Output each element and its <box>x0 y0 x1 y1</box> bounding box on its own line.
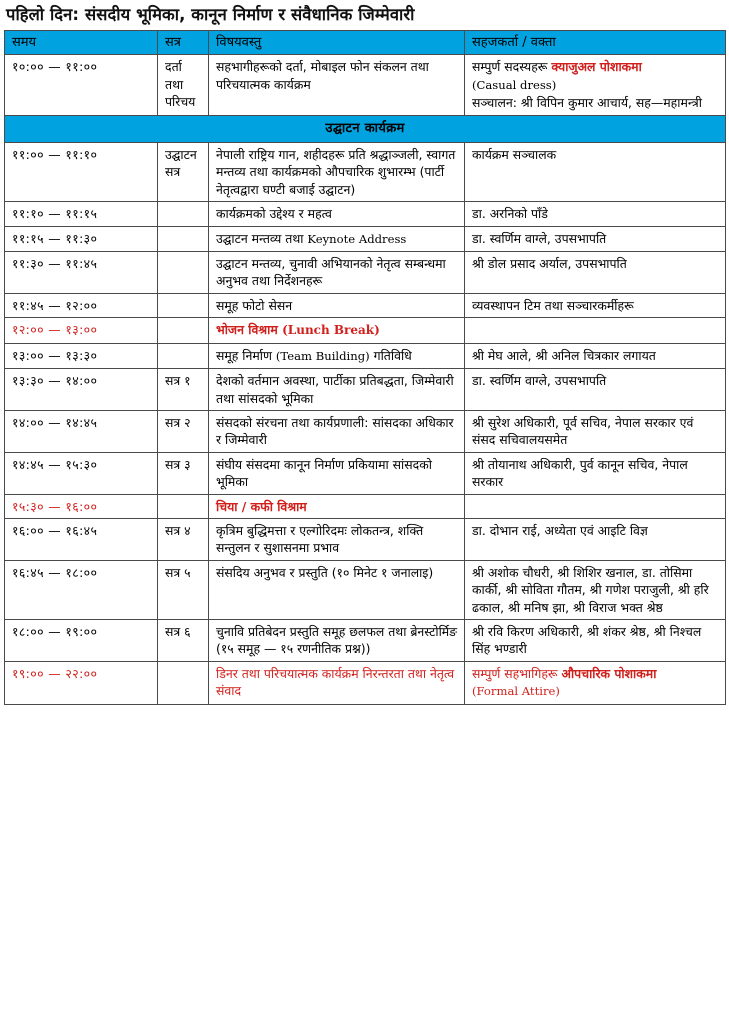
cell-topic: नेपाली राष्ट्रिय गान, शहीदहरू प्रति श्रद्धाञ्जली, स्वागत मन्तव्य तथा कार्यक्रमको औपचारिक शुभारम्भ (पार्टी नेतृत्वद्वारा घण्टी बजाई उद्घाटन) <box>209 143 465 202</box>
cell-topic <box>209 343 465 368</box>
cell-facilitator <box>465 55 726 115</box>
cell-topic: उद्घाटन मन्तव्य, चुनावी अभियानको नेतृत्व सम्बन्धमा अनुभव तथा निर्देशनहरू <box>209 252 465 294</box>
break-row-tea <box>5 494 726 518</box>
header-row <box>5 31 726 55</box>
cell-topic: कार्यक्रमको उद्देश्य र महत्व <box>209 202 465 226</box>
table-row <box>5 410 726 452</box>
dress-code-latin: (Formal Attire) <box>472 684 560 699</box>
cell-facilitator: श्री सुरेश अधिकारी, पूर्व सचिव, नेपाल सरकार एवं संसद सचिवालयसमेत <box>465 410 726 452</box>
cell-time: १५:३० — १६:०० <box>5 494 158 518</box>
break-row-dinner <box>5 661 726 704</box>
topic-latin: (Team Building) <box>275 348 370 363</box>
table-row <box>5 560 726 619</box>
cell-time: ११:३० — ११:४५ <box>5 252 158 294</box>
table-row <box>5 293 726 317</box>
cell-session <box>158 494 209 518</box>
cell-facilitator: डा. दोभान राई, अध्येता एवं आइटि विज्ञ <box>465 518 726 560</box>
break-label: भोजन विश्राम <box>216 322 283 338</box>
cell-time: १४:०० — १४:४५ <box>5 410 158 452</box>
topic-text: उद्घाटन मन्तव्य तथा <box>216 230 308 246</box>
table-row <box>5 143 726 202</box>
cell-facilitator: श्री अशोक चौधरी, श्री शिशिर खनाल, डा. तोसिमा कार्की, श्री सोविता गौतम, श्री गणेश पराजुली, श्री हरि ढकाल, श्री मनिष झा, श्री विराज भक्त श्रेष्ठ <box>465 560 726 619</box>
cell-session: सत्र ६ <box>158 619 209 661</box>
cell-time: १०:०० — ११:०० <box>5 55 158 115</box>
cell-topic: डिनर तथा परिचयात्मक कार्यक्रम निरन्तरता तथा नेतृत्व संवाद <box>209 661 465 704</box>
table-body <box>5 55 726 704</box>
column-header-session: सत्र <box>158 31 209 55</box>
cell-session <box>158 343 209 368</box>
cell-session: सत्र २ <box>158 410 209 452</box>
table-row <box>5 452 726 494</box>
cell-session: सत्र ३ <box>158 452 209 494</box>
cell-session <box>158 202 209 226</box>
cell-time: १८:०० — १९:०० <box>5 619 158 661</box>
cell-time: ११:१५ — ११:३० <box>5 226 158 251</box>
cell-topic: संसदको संरचना तथा कार्यप्रणाली: सांसदका अधिकार र जिम्मेवारी <box>209 410 465 452</box>
cell-facilitator: व्यवस्थापन टिम तथा सञ्चारकर्मीहरू <box>465 293 726 317</box>
cell-time: १४:४५ — १५:३० <box>5 452 158 494</box>
cell-time: ११:४५ — १२:०० <box>5 293 158 317</box>
dress-code-highlight: क्याजुअल पोशाकमा <box>551 59 642 75</box>
cell-topic: देशको वर्तमान अवस्था, पार्टीका प्रतिबद्धता, जिम्मेवारी तथा सांसदको भूमिका <box>209 369 465 411</box>
cell-session <box>158 293 209 317</box>
cell-time: ११:०० — ११:१० <box>5 143 158 202</box>
section-banner-row <box>5 115 726 142</box>
column-header-time: समय <box>5 31 158 55</box>
cell-facilitator: कार्यक्रम सञ्चालक <box>465 143 726 202</box>
topic-latin: Keynote Address <box>307 231 407 246</box>
table-row <box>5 619 726 661</box>
cell-facilitator: श्री रवि किरण अधिकारी, श्री शंकर श्रेष्ठ, श्री निश्चल सिंह भण्डारी <box>465 619 726 661</box>
cell-session <box>158 661 209 704</box>
section-banner-label: उद्घाटन कार्यक्रम <box>5 115 726 142</box>
cell-session: दर्ता तथा परिचय <box>158 55 209 115</box>
break-row-lunch <box>5 318 726 343</box>
cell-time: १९:०० — २२:०० <box>5 661 158 704</box>
table-row <box>5 55 726 115</box>
moderator-text: सञ्चालन: श्री विपिन कुमार आचार्य, सह—महामन्त्री <box>472 95 702 111</box>
dress-code-highlight: औपचारिक पोशाकमा <box>561 665 657 681</box>
cell-facilitator <box>465 318 726 343</box>
cell-topic: सहभागीहरूको दर्ता, मोबाइल फोन संकलन तथा परिचयात्मक कार्यक्रम <box>209 55 465 115</box>
cell-facilitator: श्री मेघ आले, श्री अनिल चित्रकार लगायत <box>465 343 726 368</box>
facilitator-text: सम्पुर्ण सहभागिहरू <box>472 665 562 681</box>
cell-topic <box>209 226 465 251</box>
break-label-latin: (Lunch Break) <box>282 323 380 338</box>
page-title: पहिलो दिन: संसदीय भूमिका, कानून निर्माण र संवैधानिक जिम्मेवारी <box>6 5 415 24</box>
table-row <box>5 202 726 226</box>
cell-time: ११:१० — ११:१५ <box>5 202 158 226</box>
topic-text-post: गतिविधि <box>369 347 412 363</box>
table-row <box>5 343 726 368</box>
cell-session <box>158 252 209 294</box>
cell-topic: कृत्रिम बुद्धिमत्ता र एल्गोरिदमः लोकतन्त्र, शक्ति सन्तुलन र सुशासनमा प्रभाव <box>209 518 465 560</box>
cell-time: १३:३० — १४:०० <box>5 369 158 411</box>
cell-time: १६:०० — १६:४५ <box>5 518 158 560</box>
cell-session: उद्घाटन सत्र <box>158 143 209 202</box>
cell-facilitator: डा. स्वर्णिम वाग्ले, उपसभापति <box>465 226 726 251</box>
cell-session <box>158 226 209 251</box>
cell-session <box>158 318 209 343</box>
table-row <box>5 369 726 411</box>
column-header-topic: विषयवस्तु <box>209 31 465 55</box>
cell-topic: चिया / कफी विश्राम <box>209 494 465 518</box>
cell-topic: संसदिय अनुभव र प्रस्तुति (१० मिनेट १ जनालाइ) <box>209 560 465 619</box>
cell-facilitator: श्री तोयानाथ अधिकारी, पुर्व कानून सचिव, नेपाल सरकार <box>465 452 726 494</box>
cell-topic <box>209 318 465 343</box>
cell-facilitator <box>465 494 726 518</box>
cell-time: १२:०० — १३:०० <box>5 318 158 343</box>
cell-session: सत्र ४ <box>158 518 209 560</box>
table-header <box>5 31 726 55</box>
cell-session: सत्र ५ <box>158 560 209 619</box>
cell-time: १६:४५ — १८:०० <box>5 560 158 619</box>
dress-code-latin: (Casual dress) <box>472 77 557 92</box>
cell-topic: चुनावि प्रतिबेदन प्रस्तुति समूह छलफल तथा ब्रेनस्टोर्मिङ (१५ समूह — १५ रणनीतिक प्रश्न)) <box>209 619 465 661</box>
topic-text: समूह निर्माण <box>216 347 276 363</box>
cell-topic: संघीय संसदमा कानून निर्माण प्रकियामा सांसदको भूमिका <box>209 452 465 494</box>
schedule-table <box>4 30 726 705</box>
column-header-facilitator: सहजकर्ता / वक्ता <box>465 31 726 55</box>
cell-facilitator: डा. अरनिको पाँडे <box>465 202 726 226</box>
cell-facilitator: डा. स्वर्णिम वाग्ले, उपसभापति <box>465 369 726 411</box>
cell-facilitator: श्री डोल प्रसाद अर्याल, उपसभापति <box>465 252 726 294</box>
table-row <box>5 518 726 560</box>
table-row <box>5 226 726 251</box>
facilitator-text: सम्पुर्ण सदस्यहरू <box>472 59 552 75</box>
cell-session: सत्र १ <box>158 369 209 411</box>
cell-topic: समूह फोटो सेसन <box>209 293 465 317</box>
table-row <box>5 252 726 294</box>
cell-facilitator <box>465 661 726 704</box>
cell-time: १३:०० — १३:३० <box>5 343 158 368</box>
